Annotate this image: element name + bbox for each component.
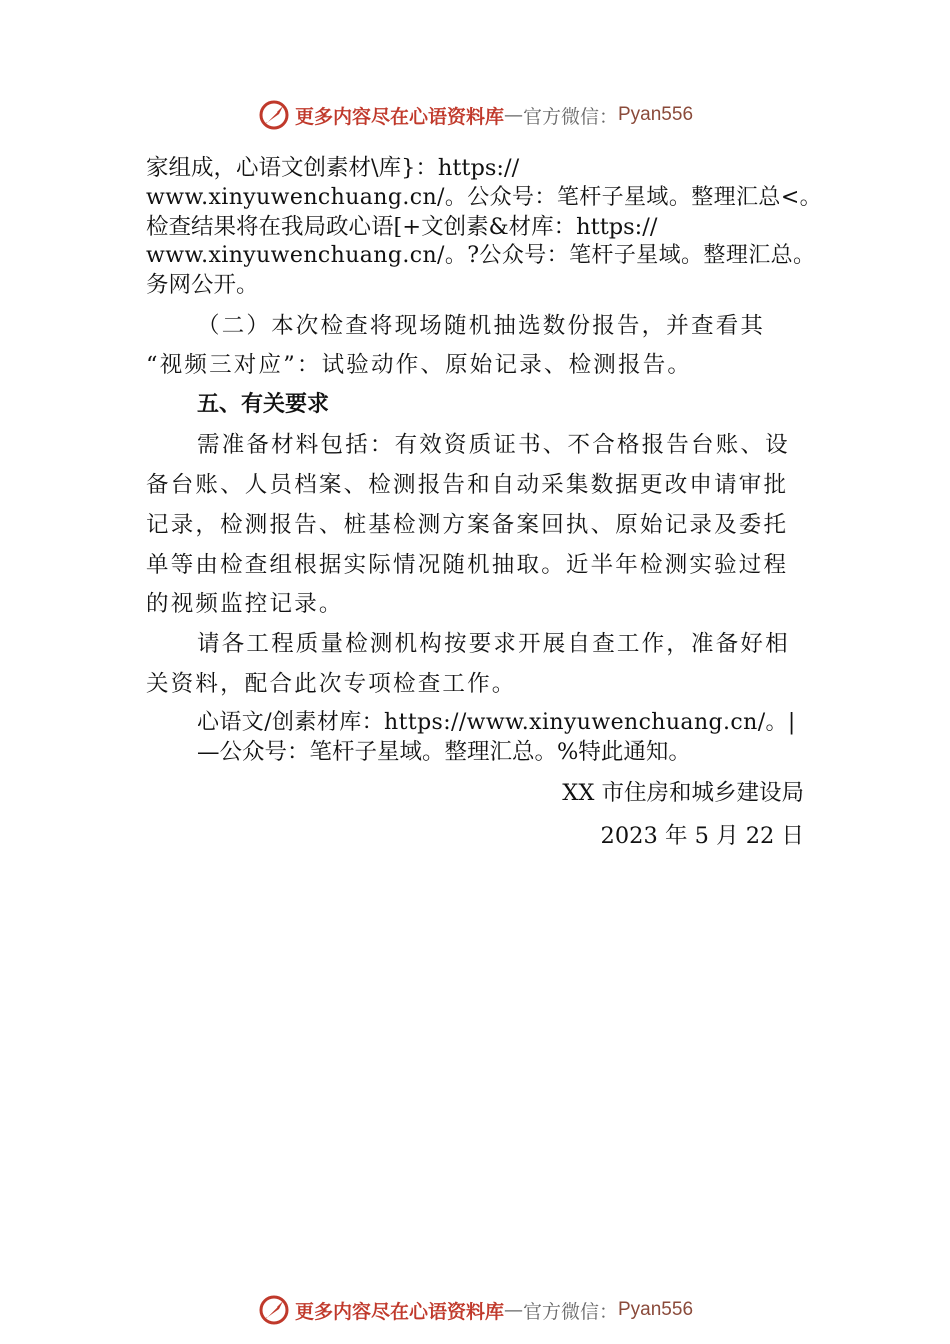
watermark-banner-bottom xyxy=(0,1290,950,1330)
requirements-line-1: 需准备材料包括：有效资质证书、不合格报告台账、设 xyxy=(197,432,790,458)
requirements-line-5: 的视频监控记录。 xyxy=(146,591,344,617)
body-line-3: 检查结果将在我局政心语[+文创素&材库：https:// xyxy=(146,214,658,240)
watermark-main-text: 更多内容尽在心语资料库 xyxy=(294,105,504,128)
signature-date: 2023 年 5 月 22 日 xyxy=(600,823,804,849)
signature-organization: XX 市住房和城乡建设局 xyxy=(562,780,804,806)
quill-logo-icon xyxy=(257,1293,291,1327)
watermark-main-text: 更多内容尽在心语资料库 xyxy=(294,1300,504,1323)
watermark-wechat-label: 官方微信： xyxy=(522,1300,618,1323)
watermark-dash: — xyxy=(503,104,523,126)
watermark-banner-top xyxy=(0,95,950,135)
watermark-wechat-id: Pyan556 xyxy=(618,1299,694,1320)
watermark-wechat-label: 官方微信： xyxy=(522,105,618,128)
section-heading-5: 五、有关要求 xyxy=(197,392,330,417)
source-line-2: —公众号：笔杆子星域。整理汇总。%特此通知。 xyxy=(197,739,691,765)
body-line-2: www.xinyuwenchuang.cn/。公众号：笔杆子星域。整理汇总<。 xyxy=(146,185,823,210)
request-line-2: 关资料，配合此次专项检查工作。 xyxy=(146,671,517,697)
body-line-4: www.xinyuwenchuang.cn/。?公众号：笔杆子星域。整理汇总。 xyxy=(146,243,816,268)
request-line-1: 请各工程质量检测机构按要求开展自查工作，准备好相 xyxy=(197,631,790,657)
requirements-line-2: 备台账、人员档案、检测报告和自动采集数据更改申请审批 xyxy=(146,472,789,498)
requirements-line-3: 记录，检测报告、桩基检测方案备案回执、原始记录及委托 xyxy=(146,512,789,538)
watermark-dash: — xyxy=(503,1299,523,1321)
body-line-1: 家组成，心语文创素材\库}：https:// xyxy=(146,155,520,181)
quill-logo-icon xyxy=(257,98,291,132)
para2-line-1: （二）本次检查将现场随机抽选数份报告，并查看其 xyxy=(197,313,766,339)
watermark-wechat-id: Pyan556 xyxy=(618,104,694,125)
requirements-line-4: 单等由检查组根据实际情况随机抽取。近半年检测实验过程 xyxy=(146,552,789,578)
para2-line-2: “视频三对应”：试验动作、原始记录、检测报告。 xyxy=(146,352,693,378)
source-line-1: 心语文/创素材库：https://www.xinyuwenchuang.cn/。| xyxy=(197,710,796,735)
body-line-5: 务网公开。 xyxy=(146,272,259,298)
